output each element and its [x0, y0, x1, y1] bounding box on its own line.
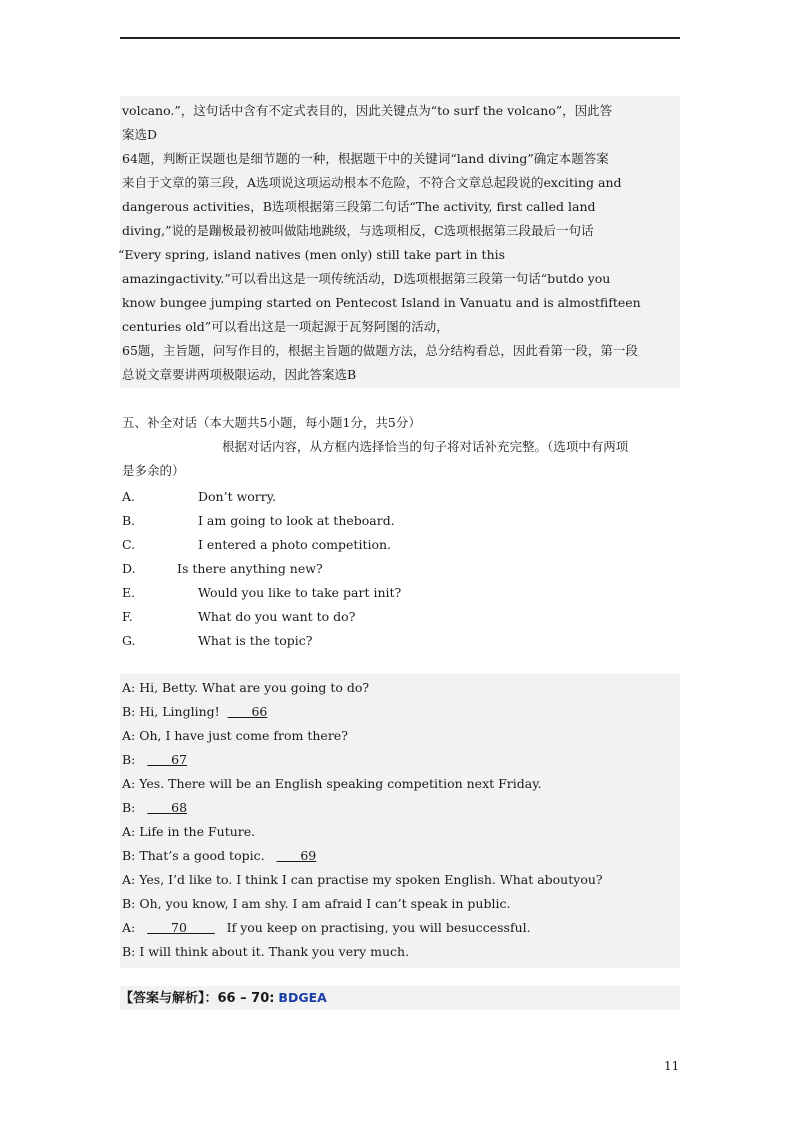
section-heading: 五、补全对话（本大题共5小题，每小题1分，共5分） — [122, 415, 421, 430]
option-letter-g: G. — [122, 633, 136, 648]
option-text-g: What is the topic? — [198, 633, 313, 648]
option-letter-d: D. — [122, 561, 136, 576]
blank-69 — [277, 848, 317, 863]
section-instruction-cont: 是多余的） — [122, 463, 185, 478]
explanation-line: 案选D — [122, 127, 158, 142]
section-instruction: 根据对话内容，从方框内选择恰当的句子将对话补充完整。（选项中有两项 — [222, 439, 629, 454]
blank-number: 70 — [171, 920, 187, 935]
explanation-line: “Every spring, island natives (men only) still take part in this — [118, 247, 506, 262]
blank-70 — [147, 920, 215, 935]
option-letter-b: B. — [122, 513, 136, 528]
dialogue-line: A: Yes. There will be an English speaking competition next Friday. — [122, 776, 542, 791]
option-text-d: Is there anything new? — [177, 561, 323, 576]
dialogue-text: If you keep on practising, you will besuccessful. — [226, 920, 531, 935]
explanation-line: amazingactivity.”可以看出这是一项传统活动，D选项根据第三段第一句话“butdo you — [122, 271, 611, 286]
dialogue-line — [122, 848, 316, 864]
dialogue-line — [122, 704, 267, 720]
header-rule — [120, 37, 680, 39]
dialogue-text: A: — [122, 920, 136, 935]
dialogue-text: B: Hi, Lingling! — [122, 704, 220, 719]
dialogue-line: B: Oh, you know, I am shy. I am afraid I can’t speak in public. — [122, 896, 511, 911]
dialogue-line: A: Hi, Betty. What are you going to do? — [122, 680, 370, 695]
option-letter-e: E. — [122, 585, 136, 600]
option-text-f: What do you want to do? — [198, 609, 356, 624]
option-text-e: Would you like to take part init? — [198, 585, 402, 600]
page-number: 11 — [664, 1059, 680, 1073]
explanation-line: know bungee jumping started on Pentecost Island in Vanuatu and is almostfifteen — [122, 295, 641, 310]
explanation-line: centuries old”可以看出这是一项起源于瓦努阿图的活动， — [122, 319, 449, 334]
dialogue-line — [122, 752, 187, 768]
answer-label: 【答案与解析】：66 – 70: — [120, 991, 275, 1006]
explanation-line: 64题，判断正误题也是细节题的一种，根据题干中的关键词“land diving”确定本题答案 — [122, 151, 609, 166]
explanation-line: 65题，主旨题，问写作目的，根据主旨题的做题方法，总分结构看总，因此看第一段，第一段 — [122, 343, 638, 358]
blank-67 — [147, 752, 187, 767]
blank-number: 68 — [171, 800, 188, 815]
explanation-line: diving,”说的是蹦极最初被叫做陆地跳级，与选项相反，C选项根据第三段最后一句话 — [122, 223, 594, 238]
blank-68 — [147, 800, 187, 815]
dialogue-line: B: I will think about it. Thank you very much. — [122, 944, 410, 959]
option-text-a: Don’t worry. — [198, 489, 277, 504]
dialogue-line: A: Yes, I’d like to. I think I can practise my spoken English. What aboutyou? — [122, 872, 603, 887]
explanation-line: 来自于文章的第三段，A选项说这项运动根本不危险，不符合文章总起段说的exciting and — [122, 175, 622, 190]
option-text-c: I entered a photo competition. — [198, 537, 392, 552]
option-letter-a: A. — [122, 489, 136, 504]
blank-66 — [228, 704, 268, 719]
dialogue-text: B: — [122, 800, 136, 815]
dialogue-line — [122, 800, 187, 816]
answer-line — [120, 990, 327, 1007]
blank-number: 69 — [300, 848, 317, 863]
explanation-line: dangerous activities，B选项根据第三段第二句话“The activity, first called land — [122, 199, 596, 214]
dialogue-line: A: Oh, I have just come from there? — [122, 728, 348, 743]
explanation-line: 总说文章要讲两项极限运动，因此答案选B — [122, 367, 357, 382]
answer-value: BDGEA — [278, 990, 327, 1005]
option-text-b: I am going to look at theboard. — [198, 513, 395, 528]
blank-number: 66 — [251, 704, 268, 719]
explanation-line: volcano.”，这句话中含有不定式表目的，因此关键点为“to surf the volcano”，因此答 — [122, 103, 613, 118]
dialogue-line: A: Life in the Future. — [122, 824, 256, 839]
option-letter-c: C. — [122, 537, 136, 552]
dialogue-text: B: That’s a good topic. — [122, 848, 265, 863]
option-letter-f: F. — [122, 609, 133, 624]
dialogue-text: B: — [122, 752, 136, 767]
dialogue-line — [122, 920, 531, 936]
blank-number: 67 — [171, 752, 188, 767]
